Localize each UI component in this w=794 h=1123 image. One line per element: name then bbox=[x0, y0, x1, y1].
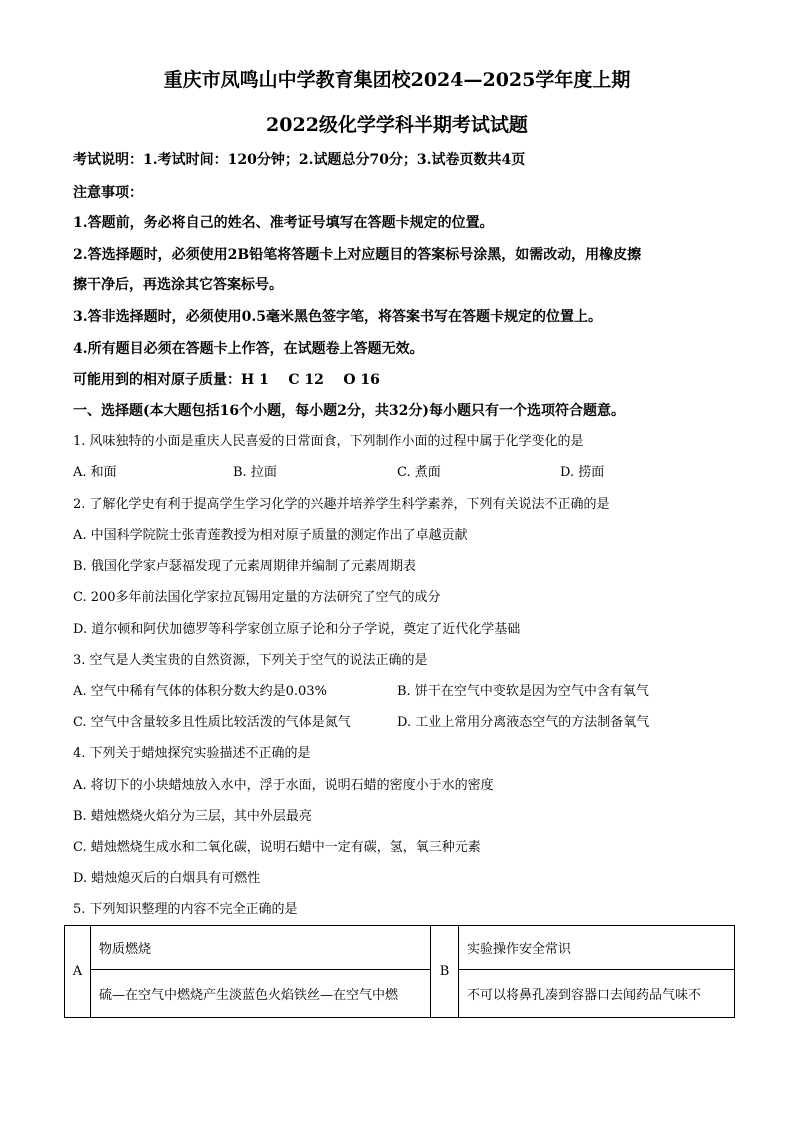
table-label-a: A bbox=[65, 926, 91, 1018]
exam-title-line1: 重庆市凤鸣山中学教育集团校2024—2025学年度上期 bbox=[163, 69, 631, 91]
q4-stem: 4. 下列关于蜡烛探究实验描述不正确的是 bbox=[73, 746, 311, 761]
atomic-mass-line: 可能用到的相对原子质量：H 1 C 12 O 16 bbox=[73, 372, 380, 388]
exam-title-line2: 2022级化学学科半期考试试题 bbox=[266, 114, 528, 136]
q2-stem: 2. 了解化学史有利于提高学生学习化学的兴趣并培养学生科学素养，下列有关说法不正确的是 bbox=[73, 497, 610, 512]
q1-stem: 1. 风味独特的小面是重庆人民喜爱的日常面食，下列制作小面的过程中属于化学变化的是 bbox=[73, 434, 584, 449]
section-1-heading: 一、选择题(本大题包括16个小题，每小题2分，共32分)每小题只有一个选项符合题意。 bbox=[73, 403, 625, 419]
q3-option-a: A. 空气中稀有气体的体积分数大约是0.03% bbox=[73, 684, 327, 699]
q2-option-c: C. 200多年前法国化学家拉瓦锡用定量的方法研究了空气的成分 bbox=[73, 590, 441, 605]
q3-option-b: B. 饼干在空气中变软是因为空气中含有氧气 bbox=[397, 684, 649, 699]
q1-option-d: D. 捞面 bbox=[560, 465, 605, 480]
table-b-content: 不可以将鼻孔凑到容器口去闻药品气味不 bbox=[459, 970, 735, 1018]
notice-heading: 注意事项： bbox=[73, 185, 143, 201]
q2-option-d: D. 道尔顿和阿伏加德罗等科学家创立原子论和分子学说，奠定了近代化学基础 bbox=[73, 622, 521, 637]
q2-option-a: A. 中国科学院院士张青莲教授为相对原子质量的测定作出了卓越贡献 bbox=[73, 528, 468, 543]
knowledge-table bbox=[64, 925, 735, 1018]
q4-option-d: D. 蜡烛熄灭后的白烟具有可燃性 bbox=[73, 871, 261, 886]
table-label-b: B bbox=[431, 926, 459, 1018]
notice-item-1: 1.答题前，务必将自己的姓名、准考证号填写在答题卡规定的位置。 bbox=[73, 215, 494, 231]
table-b-title: 实验操作安全常识 bbox=[459, 926, 735, 970]
q1-option-a: A. 和面 bbox=[73, 465, 117, 480]
notice-item-2-line2: 擦干净后，再选涂其它答案标号。 bbox=[73, 277, 283, 293]
q4-option-a: A. 将切下的小块蜡烛放入水中，浮于水面，说明石蜡的密度小于水的密度 bbox=[73, 778, 494, 793]
q1-option-b: B. 拉面 bbox=[233, 465, 277, 480]
table-a-title: 物质燃烧 bbox=[91, 926, 431, 970]
exam-note: 考试说明：1.考试时间：120分钟；2.试题总分70分；3.试卷页数共4页 bbox=[73, 152, 526, 168]
q2-option-b: B. 俄国化学家卢瑟福发现了元素周期律并编制了元素周期表 bbox=[73, 559, 416, 574]
notice-item-2-line1: 2.答选择题时，必须使用2B铅笔将答题卡上对应题目的答案标号涂黑，如需改动，用橡皮擦 bbox=[73, 247, 642, 263]
table-a-content: 硫—在空气中燃烧产生淡蓝色火焰铁丝—在空气中燃 bbox=[91, 970, 431, 1018]
q3-option-d: D. 工业上常用分离液态空气的方法制备氧气 bbox=[397, 715, 650, 730]
q4-option-b: B. 蜡烛燃烧火焰分为三层，其中外层最亮 bbox=[73, 809, 312, 824]
notice-item-3: 3.答非选择题时，必须使用0.5毫米黑色签字笔，将答案书写在答题卡规定的位置上。 bbox=[73, 309, 602, 325]
q3-option-c: C. 空气中含量较多且性质比较活泼的气体是氮气 bbox=[73, 715, 351, 730]
q4-option-c: C. 蜡烛燃烧生成水和二氧化碳，说明石蜡中一定有碳，氢，氧三种元素 bbox=[73, 840, 481, 855]
q1-option-c: C. 煮面 bbox=[397, 465, 441, 480]
notice-item-4: 4.所有题目必须在答题卡上作答，在试题卷上答题无效。 bbox=[73, 341, 424, 357]
q5-stem: 5. 下列知识整理的内容不完全正确的是 bbox=[73, 902, 298, 917]
q3-stem: 3. 空气是人类宝贵的自然资源，下列关于空气的说法正确的是 bbox=[73, 653, 428, 668]
